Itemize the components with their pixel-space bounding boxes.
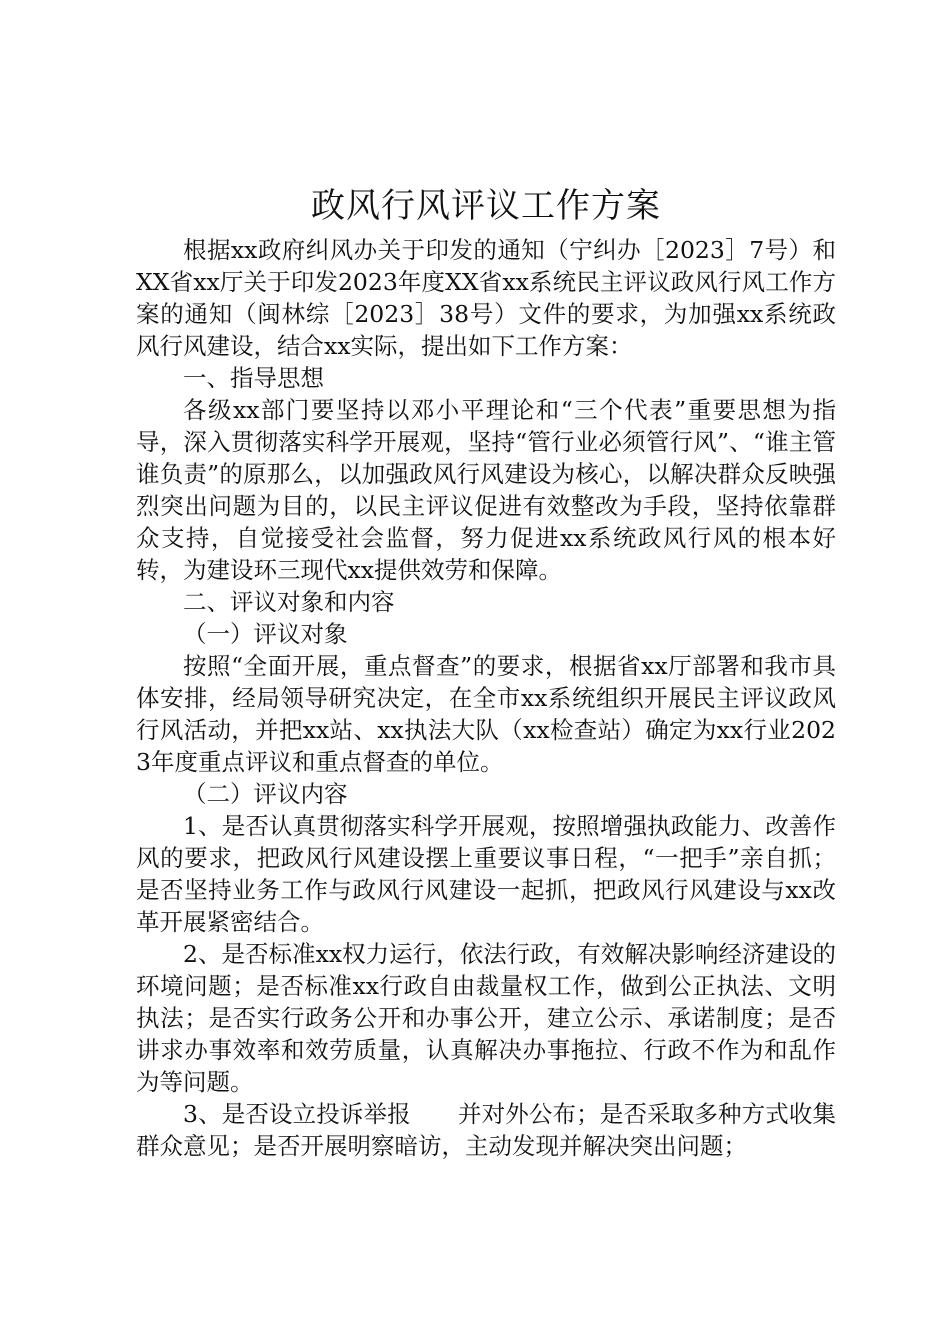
paragraph-intro: 根据xx政府纠风办关于印发的通知（宁纠办［2023］7号）和XX省xx厅关于印发2023年度XX省xx系统民主评议政风行风工作方案的通知（闽林综［2023］38号）文件的要求，为加强xx系统政风行风建设，结合xx实际，提出如下工作方案： (136, 236, 836, 360)
subsection-heading-2: （二）评议内容 (183, 780, 348, 808)
document-title: 政风行风评议工作方案 (311, 186, 661, 226)
section-heading-2: 二、评议对象和内容 (183, 588, 395, 616)
paragraph-evaluation-target: 按照“全面开展，重点督查”的要求，根据省xx厅部署和我市具体安排，经局领导研究决定，在全市xx系统组织开展民主评议政风行风活动，并把xx站、xx执法大队（xx检查站）确定为xx行业2023年度重点评议和重点督查的单位。 (136, 652, 836, 776)
subsection-heading-1: （一）评议对象 (183, 620, 348, 648)
paragraph-guiding-thought: 各级xx部门要坚持以邓小平理论和“三个代表”重要思想为指导，深入贯彻落实科学开展观，坚持“管行业必须管行风”、“谁主管谁负责”的原那么，以加强政风行风建设为核心，以解决群众反映强烈突出问题为目的，以民主评议促进有效整改为手段，坚持依靠群众支持，自觉接受社会监督，努力促进xx系统政风行风的根本好转，为建设环三现代xx提供效劳和保障。 (136, 396, 836, 584)
paragraph-item-3: 3、是否设立投诉举报 并对外公布；是否采取多种方式收集群众意见；是否开展明察暗访，主动发现并解决突出问题； (136, 1100, 836, 1160)
document-page (136, 180, 836, 1162)
paragraph-item-2: 2、是否标准xx权力运行，依法行政，有效解决影响经济建设的环境问题；是否标准xx行政自由裁量权工作，做到公正执法、文明执法；是否实行政务公开和办事公开，建立公示、承诺制度；是否讲求办事效率和效劳质量，认真解决办事拖拉、行政不作为和乱作为等问题。 (136, 940, 836, 1096)
paragraph-item-1: 1、是否认真贯彻落实科学开展观，按照增强执政能力、改善作风的要求，把政风行风建设摆上重要议事日程，“一把手”亲自抓；是否坚持业务工作与政风行风建设一起抓，把政风行风建设与xx改革开展紧密结合。 (136, 812, 836, 936)
section-heading-1: 一、指导思想 (183, 364, 324, 392)
